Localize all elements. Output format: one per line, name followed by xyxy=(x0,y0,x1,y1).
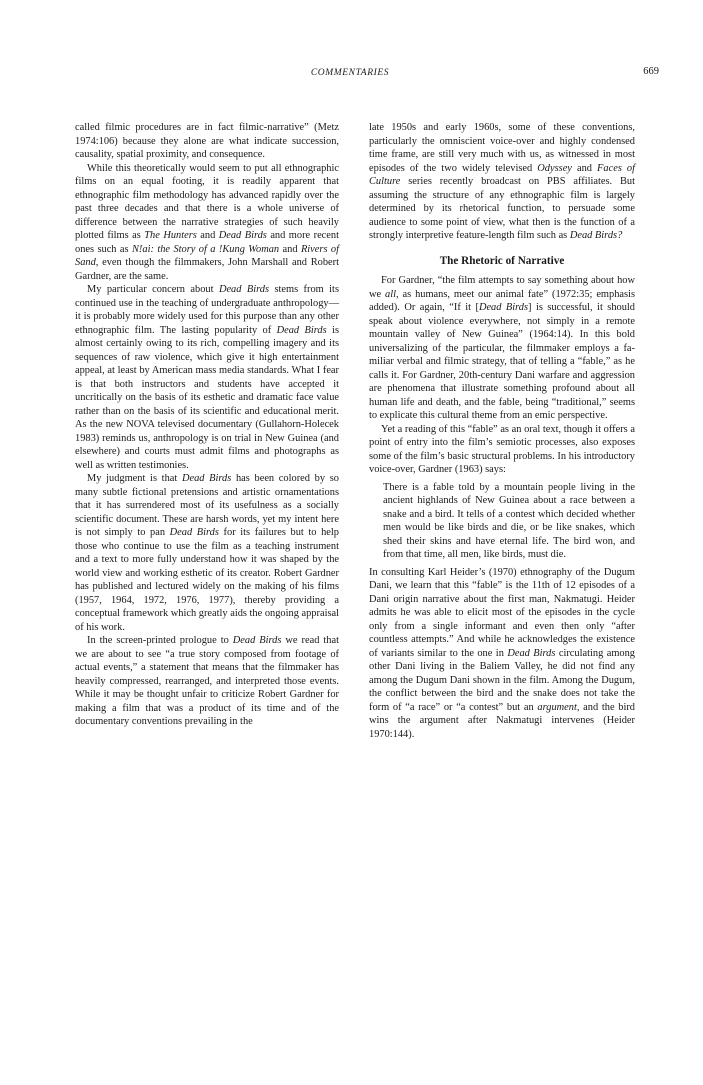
paragraph: My particular concern about Dead Birds stems from its continued use in the teaching of undergraduate anthropology—it is probably more widely used for this purpose than any other ethnographic film. The lasting popularity of Dead Birds is almost certainly owing to its rich, compelling imagery and its sequences of raw violence, which give it high entertainment appeal, at least by American mass media standards. What I fear is that both instructors and students have accepted it uncritically on the basis of its esthetic and dramatic face value rather than on the basis of its scientific and educational merit. As the new NOVA televised documentary (Gullahorn-Holecek 1983) reminds us, anthropology is on trial in New Guinea (and elsewhere) and courts must admit films and photographs as well as written testimonies. xyxy=(75,284,339,471)
paragraph: called filmic procedures are in fact filmic-narrative” (Metz 1974:106) because they alone are what indicate succession, causality, spatial proximity, and consequence. xyxy=(75,122,339,160)
section-heading: The Rhetoric of Narrative xyxy=(439,254,565,267)
paragraph: My judgment is that Dead Birds has been colored by so many subtle fictional pretensions and artistic ornamentations that it has surrendered most of its usefulness as a socially scientific document. These are harsh words, yet my intent here is not simply to pan Dead Birds for its failures but to help those who continue to use the film as a teaching instrument and a text to more fully understand how it was shaped by the world view and working esthetic of its creator. Robert Gardner has published and lectured widely on the making of his films (1957, 1964, 1972, 1976, 1977), thereby providing a conceptual framework which greatly aids the ongoing appraisal of his work. xyxy=(75,473,340,633)
italic-title: Dead Birds xyxy=(181,473,232,484)
italic-title: argument xyxy=(537,701,577,713)
paragraph: For Gardner, “the film attempts to say something about how we all, as humans, meet our animal fate” (1972:35; emphasis added). Or again, “If it [Dead Birds] is successful, it should speak about violence everywhere, not simply in a remote mountain valley of New Guinea” (1964:14). In this bold universalizing of the particular, the filmmaker employs a familiar verbal and filmic strategy, that of telling a “fable,” as he calls it. For Gardner, 20th-century Dani warfare and aggression are phenomena that illustrate something profound about all human life and death, and the fable, being “traditional,” seems to explicate this cultural theme from an emic perspective. xyxy=(369,275,635,421)
italic-title: all xyxy=(385,288,397,300)
italic-title: Odyssey xyxy=(537,162,572,174)
paragraph: In the screen-printed prologue to Dead Birds we read that we are about to see “a true story composed from footage of actual events,” a statement that means that the filmmaker has heavily compressed, rearranged, and interpreted those events. While it may be thought unfair to criticize Robert Gardner for making a film that was a product of its time and of the documentary conventions prevailing in the xyxy=(75,635,339,727)
italic-title: Dead Birds xyxy=(507,647,556,659)
left-column xyxy=(75,121,339,729)
italic-title: Dead Birds xyxy=(478,302,529,313)
italic-title: Dead Birds xyxy=(218,230,267,241)
italic-title: Faces of Culture xyxy=(369,162,635,187)
page-number: 669 xyxy=(643,66,659,77)
italic-title: Dead Birds xyxy=(169,527,219,538)
right-column xyxy=(369,121,635,741)
italic-title: Dead Birds xyxy=(232,635,282,646)
italic-title: The Hunters xyxy=(144,230,197,241)
paragraph: late 1950s and early 1960s, some of these conventions, particularly the omniscient voice-over and highly condensed time frame, are still very much with us, as witnessed in most episodes of the two widely televised Odyssey and Faces of Culture series recently broadcast on PBS affiliates. But assuming the structure of any ethnographic film is largely determined by its rhetorical function, to persuade some audience to some point of view, what then is the function of a strongly interpretive feature-length film such as Dead Birds? xyxy=(369,122,635,241)
italic-title: Rivers of Sand xyxy=(75,243,339,268)
italic-title: N!ai: the Story of a !Kung Woman xyxy=(132,243,280,255)
running-head: COMMENTARIES xyxy=(310,68,390,78)
italic-title: Dead Birds xyxy=(218,284,270,295)
italic-title: Dead Birds xyxy=(276,324,327,336)
italic-title: Dead Birds? xyxy=(569,230,623,241)
paragraph: In consulting Karl Heider’s (1970) ethnography of the Dugum Dani, we learn that this “fable” is the 11th of 12 episodes of a Dani origin narrative about the first man, Nakmatugi. Heider admits he was able to elicit most of the episodes in the cycle only from a single informant and even then only “after countless attempts.” And while he acknowledges the existence of variants similar to the one in Dead Birds circulating among other Dani living in the Baliem Valley, he did not find any among the Dugum Dani shown in the film. Among the Dugum, the conflict between the bird and the snake does not take the form of “a race” or “a contest” but an argument, and the bird wins the argument after Nakmatugi intervenes (Heider 1970:144). xyxy=(369,566,636,740)
paragraph: While this theoretically would seem to put all ethnographic films on an equal footing, it is readily apparent that ethnographic film methodology has advanced rapidly over the past three decades and that there is a whole universe of difference between the narrative strategies of such heavily plotted films as The Hunters and Dead Birds and more recent ones such as N!ai: the Story of a !Kung Woman and Rivers of Sand, even though the filmmakers, John Marshall and Robert Gardner, are the same. xyxy=(75,162,339,282)
block-quote: There is a fable told by a mountain people living in the ancient highlands of New Guinea about a race between a snake and a bird. It tells of a contest which decided whether men would be like birds and die, or be like snakes, which shed their skins and have eternal life. The bird won, and from that time, all men, like birds, must die. xyxy=(383,481,635,560)
paragraph: Yet a reading of this “fable” as an oral text, though it offers a point of entry into the film’s semiotic processes, also exposes some of the film’s basic structural problems. In his introductory voice-over, Gardner (1963) says: xyxy=(369,423,635,475)
